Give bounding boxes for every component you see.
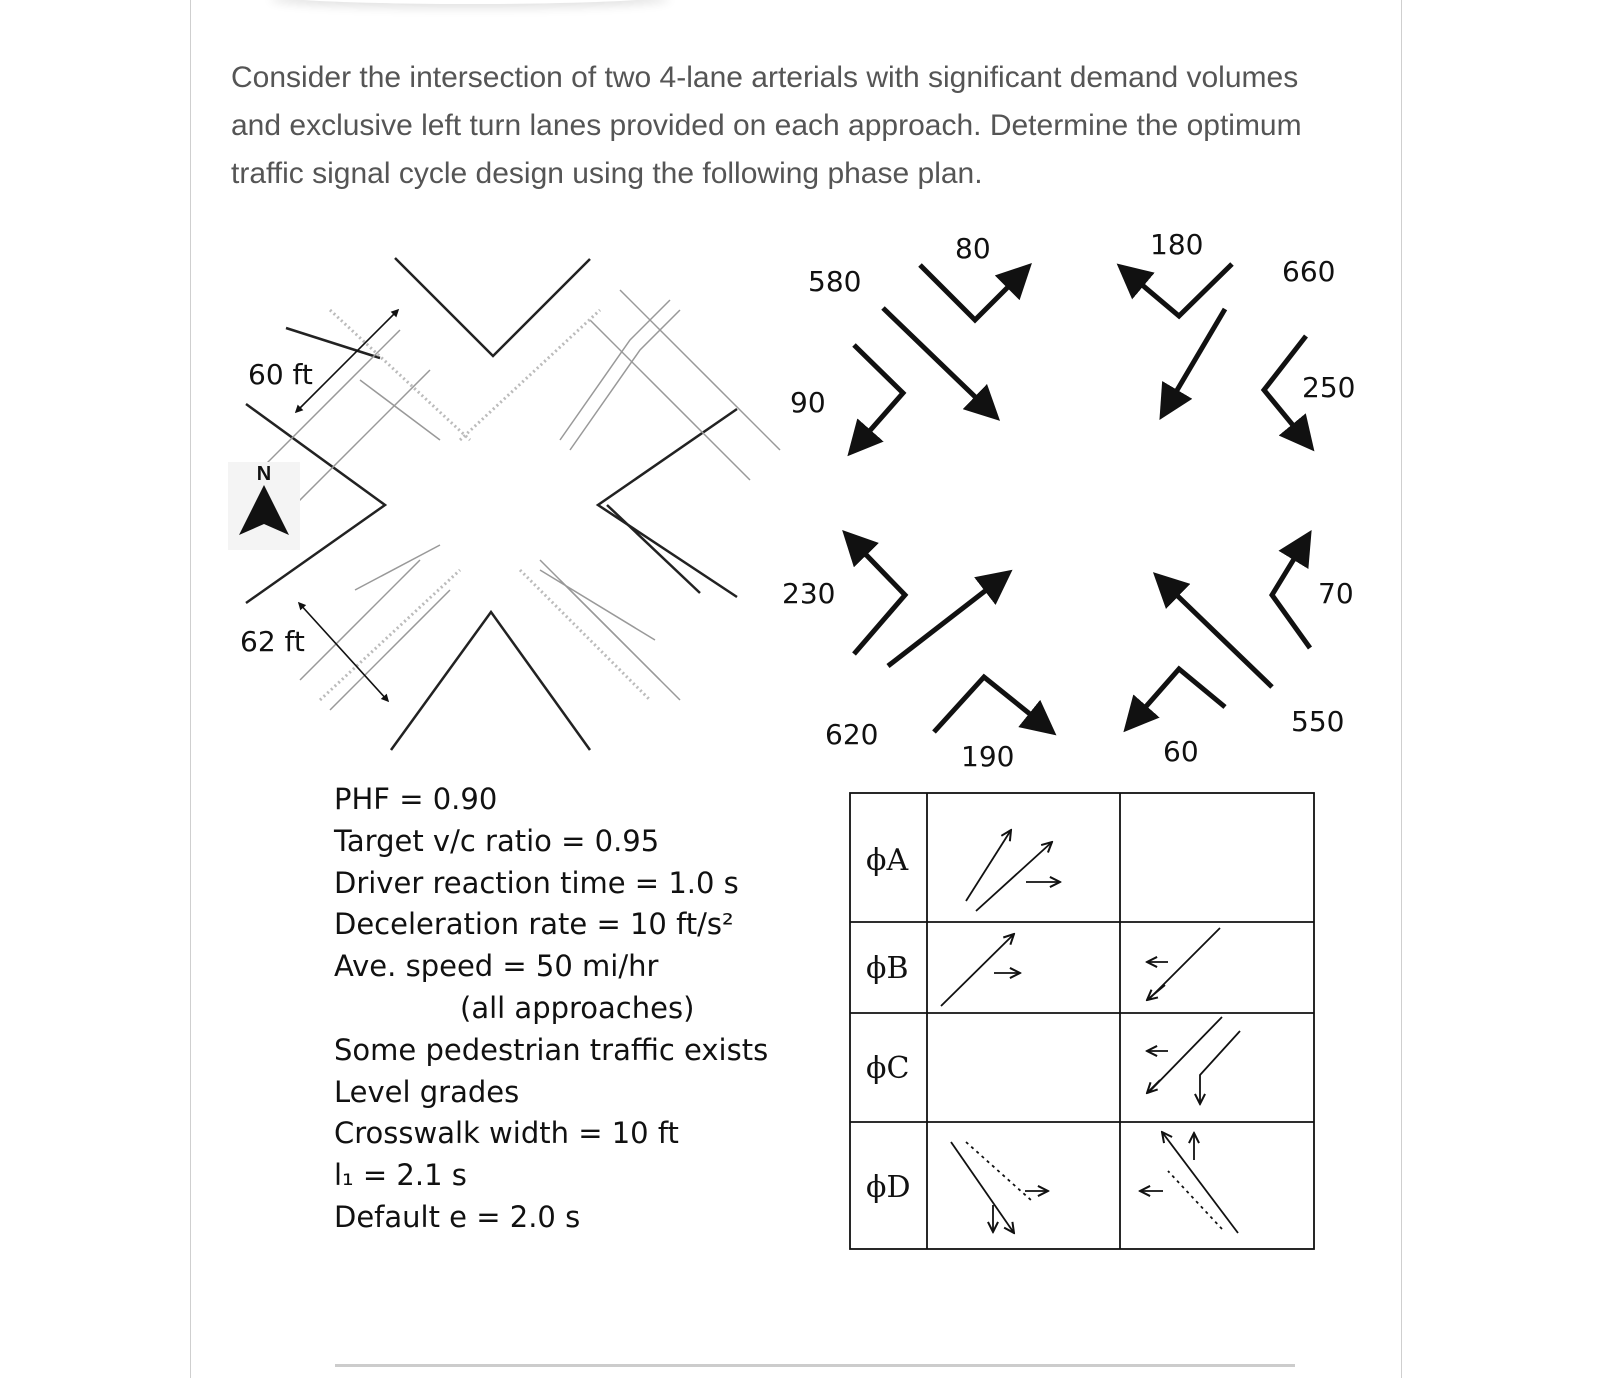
volume-250: 250 <box>1302 371 1356 404</box>
intersection-lane-lines <box>240 290 780 710</box>
volume-180: 180 <box>1150 228 1204 261</box>
volume-80: 80 <box>955 232 991 265</box>
param-e: Default e = 2.0 s <box>334 1199 581 1234</box>
volume-230: 230 <box>782 577 836 610</box>
movement-60 <box>1128 669 1225 727</box>
movement-80 <box>920 265 1027 320</box>
design-parameters <box>334 779 768 1239</box>
movement-620 <box>888 574 1007 666</box>
volume-60: 60 <box>1163 735 1199 768</box>
intro-line-3: traffic signal cycle design using the following phase plan. <box>231 157 983 190</box>
param-vc-ratio: Target v/c ratio = 0.95 <box>334 823 660 858</box>
movement-arrows <box>847 264 1310 732</box>
curb-east <box>598 409 737 597</box>
param-speed: Ave. speed = 50 mi/hr <box>334 949 659 984</box>
volume-90: 90 <box>790 386 826 419</box>
movement-90 <box>852 345 903 451</box>
dimension-62ft <box>299 603 388 701</box>
width-label-62ft: 62 ft <box>240 625 305 658</box>
intersection-sketch <box>246 258 737 750</box>
phase-table <box>850 793 1314 1249</box>
movement-660 <box>1163 309 1225 414</box>
volume-620: 620 <box>825 718 879 751</box>
north-label: N <box>256 463 272 485</box>
param-reaction-time: Driver reaction time = 1.0 s <box>334 865 739 900</box>
phase-b-movements <box>941 928 1220 1006</box>
curb-north <box>395 258 590 356</box>
phase-a-label: ϕA <box>866 843 909 878</box>
curb-south <box>391 612 590 750</box>
param-deceleration: Deceleration rate = 10 ft/s² <box>334 907 734 942</box>
volume-190: 190 <box>961 740 1015 773</box>
intro-line-2: and exclusive left turn lanes provided on each approach. Determine the optimum <box>231 109 1302 142</box>
volume-550: 550 <box>1291 705 1345 738</box>
volume-70: 70 <box>1318 577 1354 610</box>
movement-190 <box>934 677 1051 732</box>
param-crosswalk: Crosswalk width = 10 ft <box>334 1116 679 1151</box>
param-l1: l₁ = 2.1 s <box>334 1158 467 1193</box>
volume-660: 660 <box>1282 255 1336 288</box>
movement-70 <box>1272 536 1310 648</box>
phase-c-movements <box>1147 1017 1240 1104</box>
param-grades: Level grades <box>334 1074 520 1109</box>
intro-line-1: Consider the intersection of two 4-lane arterials with significant demand volumes <box>231 61 1299 94</box>
phase-b-label: ϕB <box>866 951 909 986</box>
param-phf: PHF = 0.90 <box>334 782 498 816</box>
phase-a-movements <box>966 830 1060 911</box>
movement-180 <box>1122 264 1232 316</box>
curb-east-inner <box>607 505 700 593</box>
volume-580: 580 <box>808 265 862 298</box>
north-arrow <box>228 462 300 550</box>
phase-c-label: ϕC <box>866 1051 910 1086</box>
width-label-60ft: 60 ft <box>248 358 313 391</box>
param-speed-note: (all approaches) <box>460 990 695 1025</box>
crosswalk-markings <box>320 310 650 700</box>
movement-230 <box>847 535 905 654</box>
phase-d-label: ϕD <box>866 1170 911 1205</box>
param-pedestrian: Some pedestrian traffic exists <box>334 1032 769 1067</box>
phase-d-movements <box>951 1132 1238 1233</box>
